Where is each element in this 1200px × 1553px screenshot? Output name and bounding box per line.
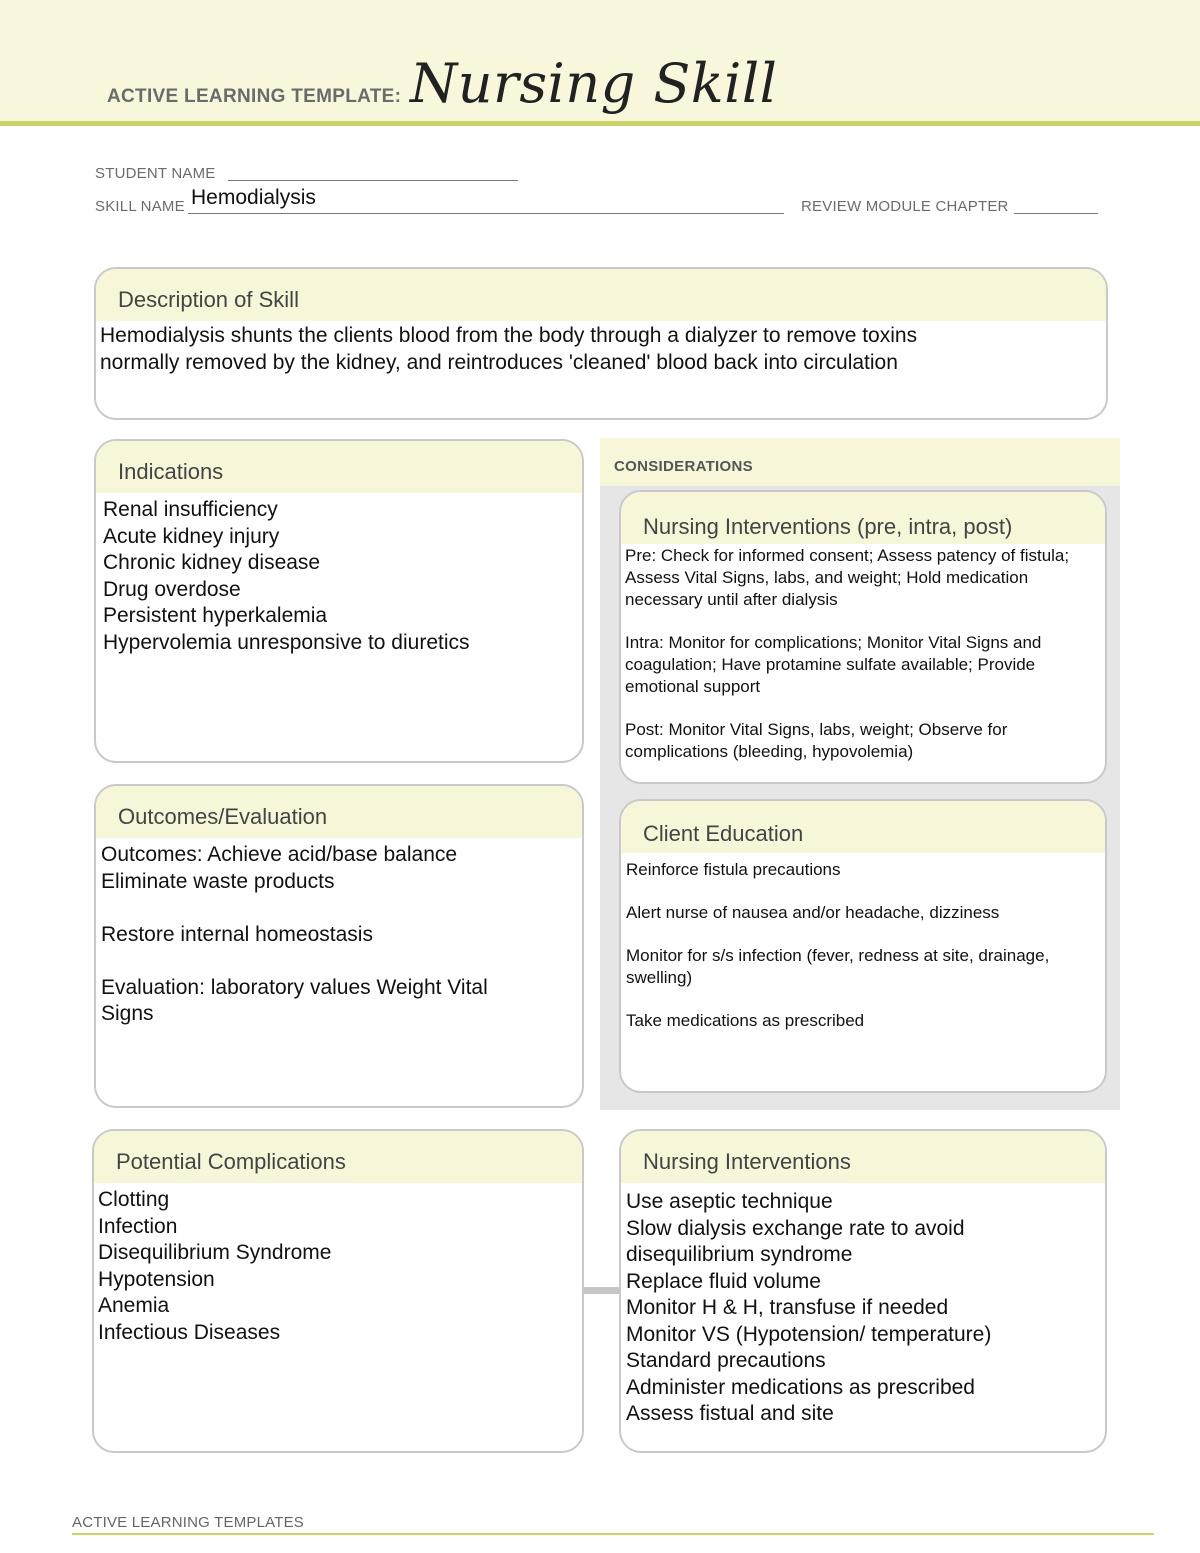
education-item: Reinforce fistula precautions [626, 860, 841, 879]
education-item: Alert nurse of nausea and/or headache, dizziness [626, 903, 1000, 922]
skill-name-label: SKILL NAME [95, 198, 185, 215]
review-module-line [1014, 213, 1098, 214]
indications-box [94, 439, 584, 763]
pre-intervention: Pre: Check for informed consent; Assess patency of fistula; Assess Vital Signs, labs, and weight; Hold medication necessary until after dialysis [625, 546, 1070, 609]
student-name-label: STUDENT NAME [95, 165, 216, 182]
education-item: Take medications as prescribed [626, 1011, 865, 1030]
indications-title: Indications [96, 441, 582, 493]
considerations-label: CONSIDERATIONS [614, 458, 753, 475]
outcomes-text[interactable]: Outcomes: Achieve acid/base balance Eliminate waste products Restore internal homeostasis Evaluation: laboratory values Weight Vital Signs [101, 843, 488, 1025]
header-rule [0, 121, 1200, 126]
interventions-box [619, 1129, 1107, 1453]
post-intervention: Post: Monitor Vital Signs, labs, weight; Observe for complications (bleeding, hypovolemia) [625, 720, 1008, 761]
interventions-text[interactable]: Use aseptic technique Slow dialysis exchange rate to avoid disequilibrium syndrome Replace fluid volume Monitor H & H, transfuse if needed Monitor VS (Hypotension/ temperature) Standard precautions Administer medications as prescribed Assess fistual and site [626, 1190, 992, 1425]
description-box [94, 267, 1108, 420]
footer-rule [72, 1533, 1154, 1535]
intra-intervention: Intra: Monitor for complications; Monitor Vital Signs and coagulation; Have protamine sulfate available; Provide emotional support [625, 633, 1042, 696]
pre-intra-post-title: Nursing Interventions (pre, intra, post) [621, 492, 1105, 544]
complications-box [92, 1129, 584, 1453]
review-module-label: REVIEW MODULE CHAPTER [801, 198, 1009, 215]
skill-name-field[interactable]: Hemodialysis [191, 186, 316, 209]
template-label: ACTIVE LEARNING TEMPLATE: [107, 86, 402, 107]
student-name-line [228, 180, 518, 181]
description-title: Description of Skill [96, 269, 1106, 321]
client-education-text[interactable] [621, 853, 1105, 1032]
page-title: Nursing Skill [410, 52, 778, 115]
interventions-title: Nursing Interventions [621, 1131, 1105, 1183]
indications-text[interactable]: Renal insufficiency Acute kidney injury Chronic kidney disease Drug overdose Persistent hyperkalemia Hypervolemia unresponsive to diuretics [103, 498, 470, 654]
pre-intra-post-text[interactable] [621, 544, 1105, 763]
complications-title: Potential Complications [94, 1131, 582, 1183]
description-text[interactable]: Hemodialysis shunts the clients blood from the body through a dialyzer to remove toxins normally removed by the kidney, and reintroduces 'cleaned' blood back into circulation [100, 324, 918, 374]
complications-text[interactable]: Clotting Infection Disequilibrium Syndrome Hypotension Anemia Infectious Diseases [98, 1188, 332, 1344]
skill-name-line [188, 213, 784, 214]
outcomes-box [94, 784, 584, 1108]
outcomes-title: Outcomes/Evaluation [96, 786, 582, 838]
client-education-title: Client Education [621, 801, 1105, 853]
pre-intra-post-box [619, 490, 1107, 784]
client-education-box [619, 799, 1107, 1093]
education-item: Monitor for s/s infection (fever, redness at site, drainage, swelling) [626, 946, 1050, 987]
footer-label: ACTIVE LEARNING TEMPLATES [72, 1514, 304, 1531]
connector-line [583, 1287, 620, 1294]
